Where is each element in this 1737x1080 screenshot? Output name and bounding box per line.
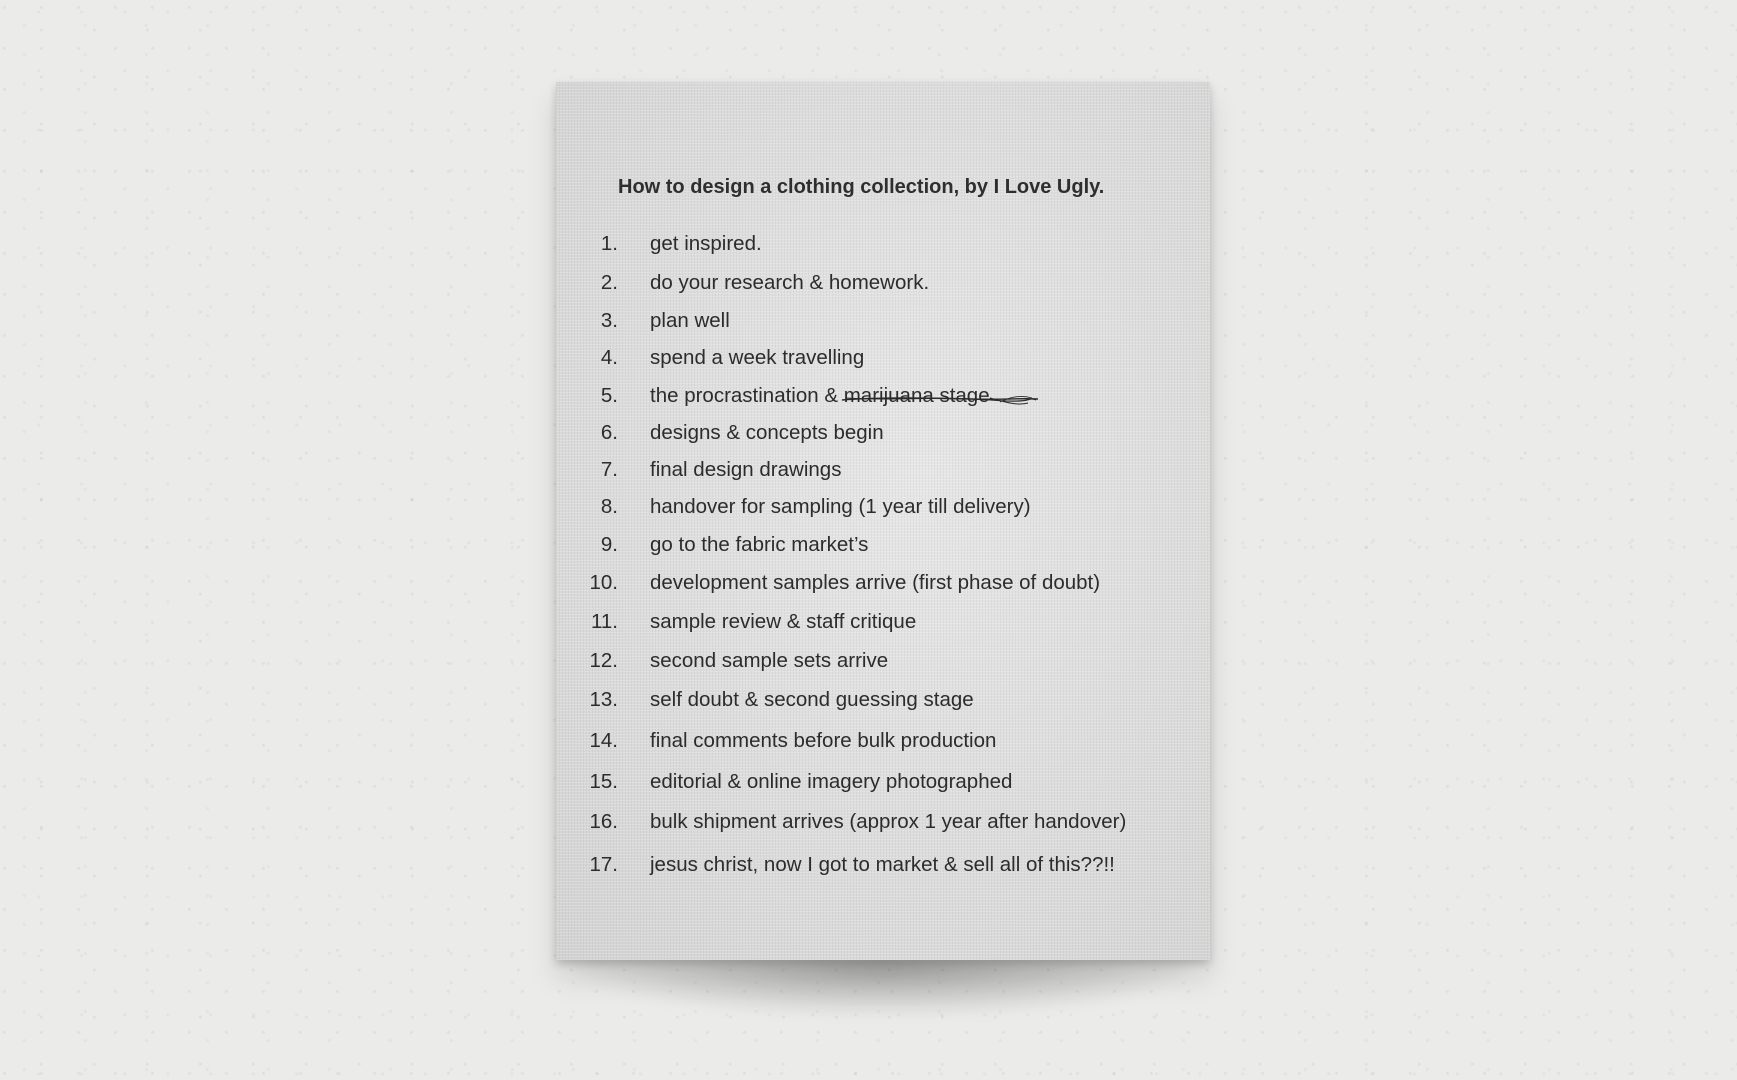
item-text: do your research & homework. <box>650 271 930 294</box>
list-item <box>556 421 1196 447</box>
item-number: 14. <box>589 729 618 752</box>
list-item <box>556 309 1196 335</box>
item-text: plan well <box>650 309 730 332</box>
item-text: bulk shipment arrives (approx 1 year after handover) <box>650 810 1127 833</box>
item-number: 15. <box>589 770 618 793</box>
item-text-wrapper <box>650 384 990 408</box>
item-text: get inspired. <box>650 232 762 255</box>
item-number: 5. <box>600 384 618 407</box>
struck-text: marijuana stage <box>843 384 990 407</box>
item-number: 17. <box>589 853 618 876</box>
list-item <box>556 533 1196 559</box>
item-text: final design drawings <box>650 458 842 481</box>
item-number: 4. <box>600 346 618 369</box>
list-item <box>556 729 1196 755</box>
item-number: 13. <box>589 688 618 711</box>
list-item <box>556 232 1196 258</box>
item-number: 1. <box>600 232 618 255</box>
list-item <box>556 271 1196 297</box>
item-number: 9. <box>600 533 618 556</box>
list-item <box>556 571 1196 597</box>
list-item <box>556 853 1196 879</box>
list-item <box>556 649 1196 675</box>
item-text: the procrastination & <box>650 384 839 407</box>
book-shadow <box>583 955 1183 1015</box>
item-text: self doubt & second guessing stage <box>650 688 974 711</box>
item-text: jesus christ, now I got to market & sell all of this??!! <box>650 853 1115 876</box>
item-number: 6. <box>600 421 618 444</box>
list-item <box>556 688 1196 714</box>
list-item <box>556 770 1196 796</box>
list-item <box>556 610 1196 636</box>
item-number: 8. <box>600 495 618 518</box>
item-number: 2. <box>600 271 618 294</box>
item-text: spend a week travelling <box>650 346 865 369</box>
item-text: go to the fabric market’s <box>650 533 869 556</box>
page-title: How to design a clothing collection, by I Love Ugly. <box>618 176 1105 198</box>
book-cover <box>556 82 1210 960</box>
item-number: 11. <box>591 610 618 633</box>
item-number: 12. <box>589 649 618 672</box>
scribble-strikethrough <box>840 386 1040 412</box>
list-item <box>556 384 1196 410</box>
item-text: final comments before bulk production <box>650 729 997 752</box>
list-item <box>556 458 1196 484</box>
item-text: sample review & staff critique <box>650 610 917 633</box>
item-text: second sample sets arrive <box>650 649 889 672</box>
list-item <box>556 495 1196 521</box>
item-number: 7. <box>600 458 618 481</box>
item-text: development samples arrive (first phase of doubt) <box>650 571 1101 594</box>
item-text: handover for sampling (1 year till delivery) <box>650 495 1031 518</box>
item-number: 3. <box>600 309 618 332</box>
list-item <box>556 810 1196 836</box>
item-number: 16. <box>589 810 618 833</box>
item-number: 10. <box>589 571 618 594</box>
item-text: editorial & online imagery photographed <box>650 770 1013 793</box>
struck-through-text <box>844 384 990 408</box>
list-item <box>556 346 1196 372</box>
item-text: designs & concepts begin <box>650 421 884 444</box>
